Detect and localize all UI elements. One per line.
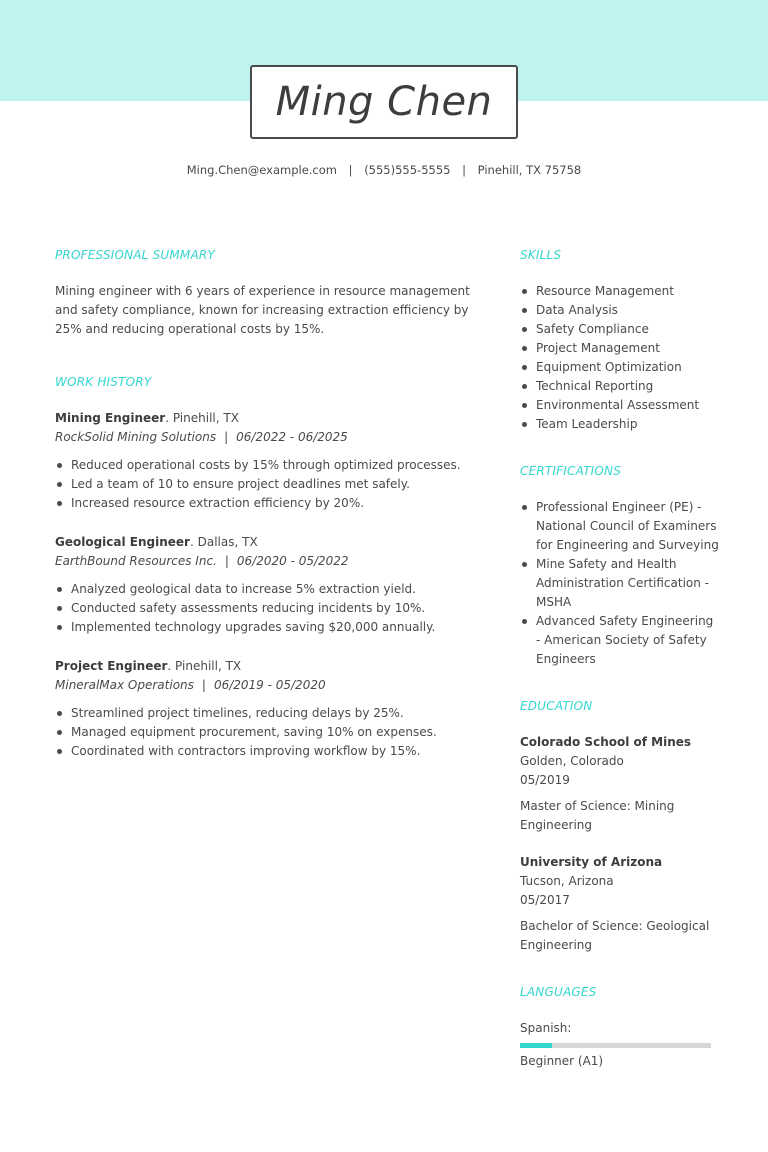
job-bullet: Conducted safety assessments reducing incidents by 10%. bbox=[55, 599, 475, 618]
contact-separator: | bbox=[462, 163, 467, 177]
skill-item: Data Analysis bbox=[520, 301, 720, 320]
contact-phone[interactable]: (555)555-5555 bbox=[364, 163, 451, 177]
job-bullets bbox=[55, 456, 475, 513]
job-location: . Pinehill, TX bbox=[165, 411, 239, 425]
skill-item: Resource Management bbox=[520, 282, 720, 301]
job-company-line bbox=[55, 552, 475, 571]
summary-heading: PROFESSIONAL SUMMARY bbox=[55, 248, 215, 262]
job-role: Mining Engineer bbox=[55, 411, 166, 425]
job-entry bbox=[55, 409, 475, 513]
job-bullet: Streamlined project timelines, reducing delays by 25%. bbox=[55, 704, 475, 723]
education-date: 05/2019 bbox=[520, 773, 570, 787]
summary-text: Mining engineer with 6 years of experience in resource management and safety compliance, known for increasing extraction efficiency by 25% and reducing operational costs by 15%. bbox=[55, 284, 470, 336]
skills-list bbox=[520, 282, 720, 434]
language-proficiency-fill bbox=[520, 1043, 552, 1048]
job-dates: 06/2019 - 05/2020 bbox=[213, 678, 326, 692]
education-degree: Bachelor of Science: Geological Engineering bbox=[520, 919, 710, 952]
left-column bbox=[55, 248, 475, 781]
certification-item: Professional Engineer (PE) - National Council of Examiners for Engineering and Surveying bbox=[520, 498, 720, 555]
education-location: Tucson, Arizona bbox=[520, 874, 614, 888]
job-title-line bbox=[55, 533, 475, 552]
education-date: 05/2017 bbox=[520, 893, 570, 907]
candidate-name: Ming Chen bbox=[275, 79, 493, 125]
job-bullet: Coordinated with contractors improving workflow by 15%. bbox=[55, 742, 475, 761]
language-entry bbox=[520, 1019, 720, 1071]
job-dates: 06/2020 - 05/2022 bbox=[236, 554, 349, 568]
job-company: EarthBound Resources Inc. bbox=[55, 554, 217, 568]
job-entry bbox=[55, 533, 475, 637]
education-heading: EDUCATION bbox=[520, 699, 593, 713]
job-location: . Pinehill, TX bbox=[167, 659, 242, 673]
education-degree: Master of Science: Mining Engineering bbox=[520, 799, 675, 832]
job-bullet: Implemented technology upgrades saving $20,000 annually. bbox=[55, 618, 475, 637]
languages-heading: LANGUAGES bbox=[520, 985, 597, 999]
job-company-line bbox=[55, 428, 475, 447]
job-company-line bbox=[55, 676, 475, 695]
education-entry bbox=[520, 853, 720, 955]
language-level: Beginner (A1) bbox=[520, 1054, 604, 1068]
job-location: . Dallas, TX bbox=[189, 535, 258, 549]
job-separator: | bbox=[201, 678, 206, 692]
contact-separator: | bbox=[348, 163, 353, 177]
certifications-list bbox=[520, 498, 720, 669]
contact-location: Pinehill, TX 75758 bbox=[477, 163, 582, 177]
skills-heading: SKILLS bbox=[520, 248, 562, 262]
skill-item: Safety Compliance bbox=[520, 320, 720, 339]
job-bullet: Increased resource extraction efficiency by 20%. bbox=[55, 494, 475, 513]
job-bullet: Analyzed geological data to increase 5% extraction yield. bbox=[55, 580, 475, 599]
job-company: RockSolid Mining Solutions bbox=[55, 430, 217, 444]
skill-item: Technical Reporting bbox=[520, 377, 720, 396]
job-title-line bbox=[55, 657, 475, 676]
job-bullets bbox=[55, 704, 475, 761]
language-proficiency-bar bbox=[520, 1043, 711, 1048]
job-entry bbox=[55, 657, 475, 761]
job-separator: | bbox=[224, 430, 229, 444]
skill-item: Equipment Optimization bbox=[520, 358, 720, 377]
job-bullets bbox=[55, 580, 475, 637]
education-entry bbox=[520, 733, 720, 835]
certification-item: Advanced Safety Engineering - American Society of Safety Engineers bbox=[520, 612, 720, 669]
certification-item: Mine Safety and Health Administration Certification - MSHA bbox=[520, 555, 720, 612]
skill-item: Team Leadership bbox=[520, 415, 720, 434]
work-history-heading: WORK HISTORY bbox=[55, 375, 152, 389]
education-location: Golden, Colorado bbox=[520, 754, 624, 768]
education-school: University of Arizona bbox=[520, 855, 663, 869]
certifications-heading: CERTIFICATIONS bbox=[520, 464, 622, 478]
job-company: MineralMax Operations bbox=[55, 678, 194, 692]
job-role: Project Engineer bbox=[55, 659, 168, 673]
contact-email[interactable]: Ming.Chen@example.com bbox=[186, 163, 337, 177]
job-role: Geological Engineer bbox=[55, 535, 190, 549]
education-school: Colorado School of Mines bbox=[520, 735, 692, 749]
language-name: Spanish: bbox=[520, 1021, 572, 1035]
job-bullet: Managed equipment procurement, saving 10% on expenses. bbox=[55, 723, 475, 742]
contact-line bbox=[0, 163, 768, 177]
job-separator: | bbox=[224, 554, 229, 568]
job-dates: 06/2022 - 06/2025 bbox=[236, 430, 348, 444]
job-bullet: Led a team of 10 to ensure project deadlines met safely. bbox=[55, 475, 475, 494]
skill-item: Environmental Assessment bbox=[520, 396, 720, 415]
job-bullet: Reduced operational costs by 15% through optimized processes. bbox=[55, 456, 475, 475]
name-box bbox=[250, 65, 518, 139]
right-column bbox=[520, 248, 720, 1071]
skill-item: Project Management bbox=[520, 339, 720, 358]
job-title-line bbox=[55, 409, 475, 428]
